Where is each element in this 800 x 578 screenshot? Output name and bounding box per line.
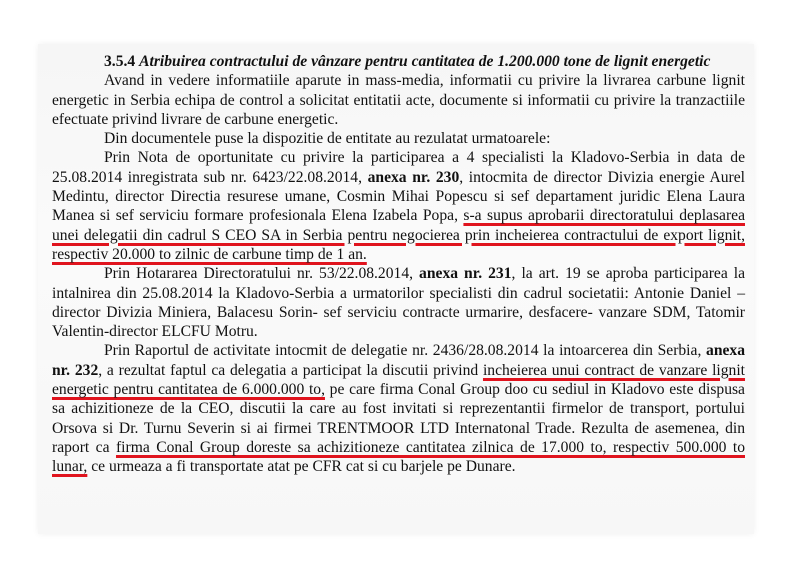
text-segment: Prin Nota de oportunitate cu privire la participarea a 4 specialisti la Kladovo-Serbia in data de 25.08.2014 inregistrata sub nr. 6423/22.08.2014, bbox=[52, 149, 745, 186]
paragraph-hotarare bbox=[52, 264, 745, 341]
annex-reference: anexa nr. 231 bbox=[419, 265, 512, 283]
section-title: Atribuirea contractului de vânzare pentru cantitatea de 1.200.000 tone de lignit energetic bbox=[139, 53, 711, 70]
paragraph-raport bbox=[52, 341, 745, 476]
text-segment: pe care firma Conal Group doo cu sediul in Kladovo este dispusa sa achizitioneze de la CEO, discutii la care au fost invitati si reprezentantii firmelor de transport, portului Orsova si Dr. Turnu Severin si ai firmei TRENTMOOR LTD Internatonal Trade. Rezulta de asemenea, din raport ca bbox=[52, 381, 745, 456]
text-segment: Prin Hotararea Directoratului nr. 53/22.08.2014, bbox=[104, 265, 420, 283]
paragraph-intro: Avand in vedere informatiile aparute in mass-media, informatii cu privire la livrarea carbune lignit energetic in Serbia echipa de control a solicitat entitatii acte, documente si informatii cu privire la tranzactiile efectuate privind livrare de carbune energetic. bbox=[52, 72, 745, 128]
section-heading bbox=[52, 52, 745, 71]
text-segment: , a rezultat faptul ca delegatia a participat la discutii privind bbox=[98, 361, 483, 379]
text-segment: Prin Raportul de activitate intocmit de delegatie nr. 2436/28.08.2014 la intoarcerea din Serbia, bbox=[104, 342, 707, 360]
text-segment: ce urmeaza a fi transportate atat pe CFR cat si cu barjele pe Dunare. bbox=[87, 458, 516, 476]
annex-reference: anexa nr. 232 bbox=[52, 342, 745, 379]
annex-reference: anexa nr. 230 bbox=[367, 168, 460, 186]
paragraph-nota-oportunitate bbox=[52, 148, 745, 264]
red-underline-highlight: s-a supus aprobarii directoratului deplasarea unei delegatii din cadrul S CEO SA in Serbia pentru negocierea prin incheierea contractului de export lignit, respectiv 20.000 to zilnic de carbune timp de 1 an. bbox=[52, 207, 745, 263]
section-number: 3.5.4 bbox=[104, 53, 136, 70]
red-underline-highlight: incheierea unui contract de vanzare lignit energetic pentru cantitatea de 6.000.000 to, bbox=[52, 361, 746, 399]
document-body bbox=[52, 52, 745, 477]
text-segment: , la art. 19 se aproba participarea la intalnirea din 25.08.2014 la Kladovo-Serbia a urmatorilor specialisti din cadrul societatii: Antonie Daniel –director Divizia Miniera, Balacesu Sorin- sef serviciu contracte urmarire, desfacere- vanzare SDM, Tatomir Valentin-director ELCFU Motru. bbox=[52, 265, 746, 341]
paragraph-results: Din documentele puse la dispozitie de entitate au rezulatat urmatoarele: bbox=[104, 130, 551, 148]
red-underline-highlight: firma Conal Group doreste sa achizitioneze cantitatea zilnica de 17.000 to, respectiv 500.000 to lunar, bbox=[52, 438, 745, 476]
text-segment: , intocmita de director Divizia energie Aurel Medintu, director Directia resurese umane, Cosmin Mihai Popescu si sef departament juridic Elena Laura Manea si sef serviciu formare profesionala Elena Izabela Popa, bbox=[52, 168, 745, 225]
